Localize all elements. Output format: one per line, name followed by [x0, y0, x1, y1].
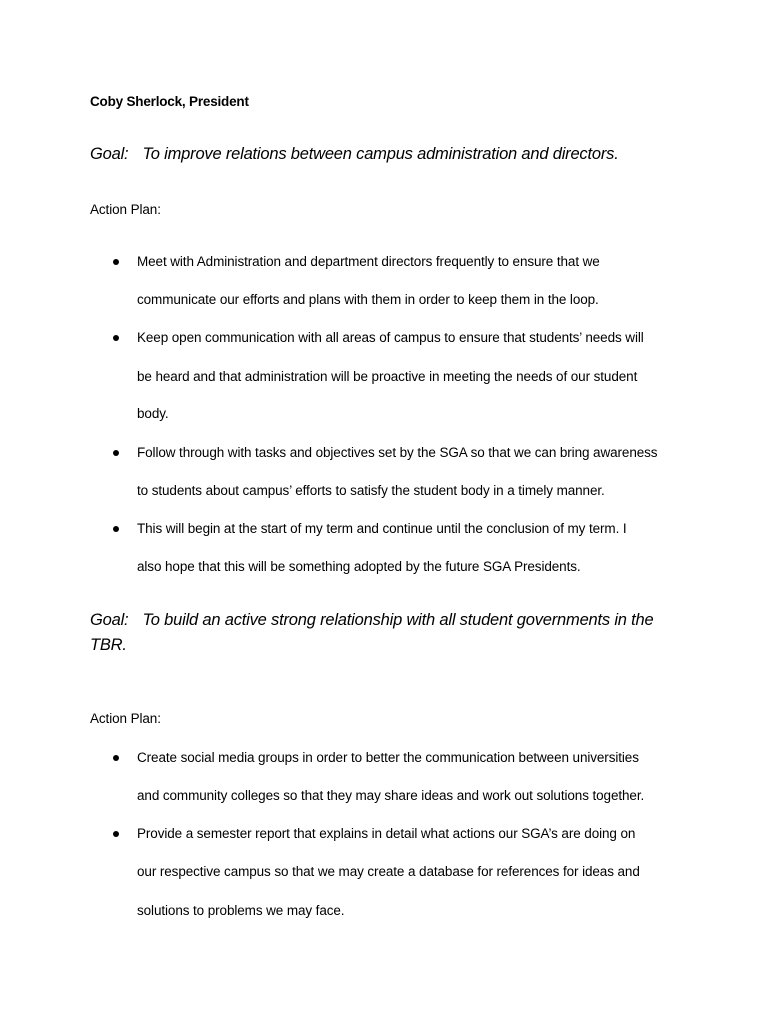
bullet-text-line: Create social media groups in order to better the communication between universities: [137, 750, 639, 765]
bullet-text-line: This will begin at the start of my term and continue until the conclusion of my term. I: [137, 521, 627, 536]
bullet-icon: [113, 335, 121, 343]
action-plan-label-2: Action Plan:: [90, 711, 161, 726]
bullet-icon: [113, 831, 121, 839]
bullet-text-line: solutions to problems we may face.: [137, 903, 345, 918]
bullet-text-line: Provide a semester report that explains in detail what actions our SGA’s are doing on: [137, 826, 636, 841]
action-plan-label-1: Action Plan:: [90, 202, 161, 217]
bullet-text-line: our respective campus so that we may create a database for references for ideas and: [137, 864, 640, 879]
bullet-text-line: Meet with Administration and department directors frequently to ensure that we: [137, 254, 600, 269]
bullet-text-line: communicate our efforts and plans with them in order to keep them in the loop.: [137, 292, 599, 307]
bullet-text-line: and community colleges so that they may share ideas and work out solutions together.: [137, 788, 645, 803]
bullet-icon: [113, 450, 121, 458]
bullet-icon: [113, 259, 121, 267]
goal-text: To build an active strong relationship with all student governments in the TBR.: [90, 611, 654, 654]
bullet-text-line: Keep open communication with all areas of campus to ensure that students’ needs will: [137, 330, 644, 345]
bullet-text-line: Follow through with tasks and objectives set by the SGA so that we can bring awareness: [137, 445, 658, 460]
goal-text: To improve relations between campus administration and directors.: [142, 145, 619, 163]
bullet-text-line: also hope that this will be something adopted by the future SGA Presidents.: [137, 559, 581, 574]
bullet-text-line: body.: [137, 406, 169, 421]
bullet-icon: [113, 526, 121, 534]
goal-label: Goal:: [90, 145, 129, 163]
bullet-icon: [113, 755, 121, 763]
bullet-text-line: be heard and that administration will be proactive in meeting the needs of our student: [137, 369, 638, 384]
goal-heading-1: [90, 142, 690, 167]
bullet-text-line: to students about campus’ efforts to satisfy the student body in a timely manner.: [137, 483, 605, 498]
goal-label: Goal:: [90, 611, 129, 629]
goal-heading-2: [90, 608, 680, 658]
author-line: Coby Sherlock, President: [90, 94, 249, 109]
